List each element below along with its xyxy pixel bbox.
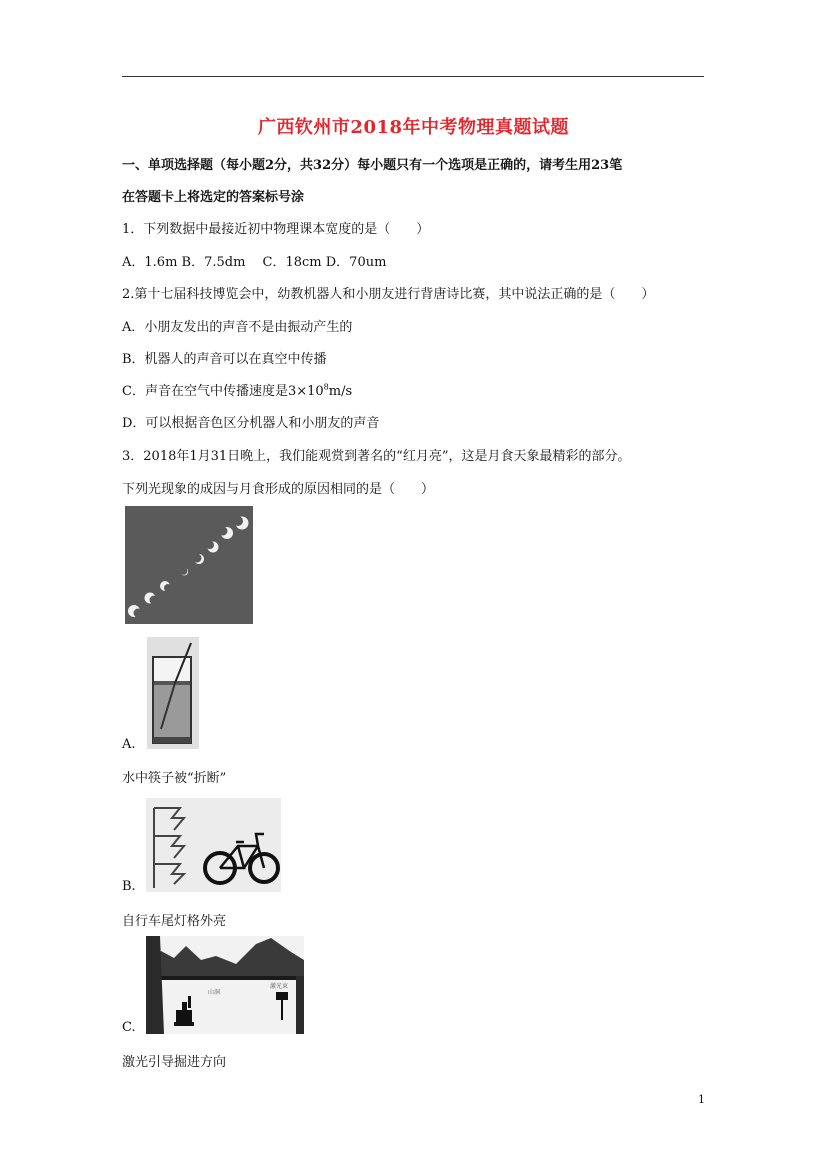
option-c-suffix: m/s (328, 384, 353, 399)
page-number: 1 (698, 1093, 705, 1106)
option-c-label: C. (122, 1020, 136, 1035)
question-2-option-b: B．机器人的声音可以在真空中传播 (122, 352, 327, 367)
option-c-exponent: 8 (323, 382, 329, 392)
document-title: 广西钦州市2018年中考物理真题试题 (257, 117, 570, 138)
option-b-image-bicycle (146, 798, 281, 892)
question-3-stem-line2: 下列光现象的成因与月食形成的原因相同的是（ ） (122, 482, 435, 497)
option-a-image-chopsticks (147, 637, 199, 749)
lunar-eclipse-image (125, 506, 253, 624)
option-b-label: B. (122, 879, 136, 894)
header-rule (122, 76, 704, 77)
option-b-caption: 自行车尾灯格外亮 (122, 914, 227, 929)
scene-c-text-left: 山洞 (208, 989, 221, 996)
option-a-label: A. (122, 737, 136, 752)
option-c-image-laser (146, 936, 304, 1034)
section-heading-line2: 在答题卡上将选定的答案标号涂 (122, 190, 305, 205)
question-2-option-a: A．小朋友发出的声音不是由振动产生的 (122, 320, 353, 335)
question-2-option-c (122, 380, 352, 399)
question-1-options: A．1.6m B．7.5dm C．18cm D．70um (122, 255, 387, 270)
scene-c-text-right: 激光束 (270, 983, 289, 990)
question-2-stem: 2.第十七届科技博览会中，幼教机器人和小朋友进行背唐诗比赛，其中说法正确的是（ ） (122, 287, 655, 302)
question-3-stem-line1: 3．2018年1月31日晚上，我们能观赏到著名的“红月亮”，这是月食天象最精彩的部分。 (122, 449, 631, 464)
option-a-caption: 水中筷子被“折断” (122, 771, 227, 786)
option-c-caption: 激光引导掘进方向 (122, 1055, 227, 1070)
question-2-option-d: D．可以根据音色区分机器人和小朋友的声音 (122, 416, 380, 431)
option-c-prefix: C．声音在空气中传播速度是3×10 (122, 384, 324, 399)
section-heading-line1: 一、单项选择题（每小题2分，共32分）每小题只有一个选项是正确的，请考生用23笔 (122, 158, 623, 173)
question-1-stem: 1．下列数据中最接近初中物理课本宽度的是（ ） (122, 222, 430, 237)
